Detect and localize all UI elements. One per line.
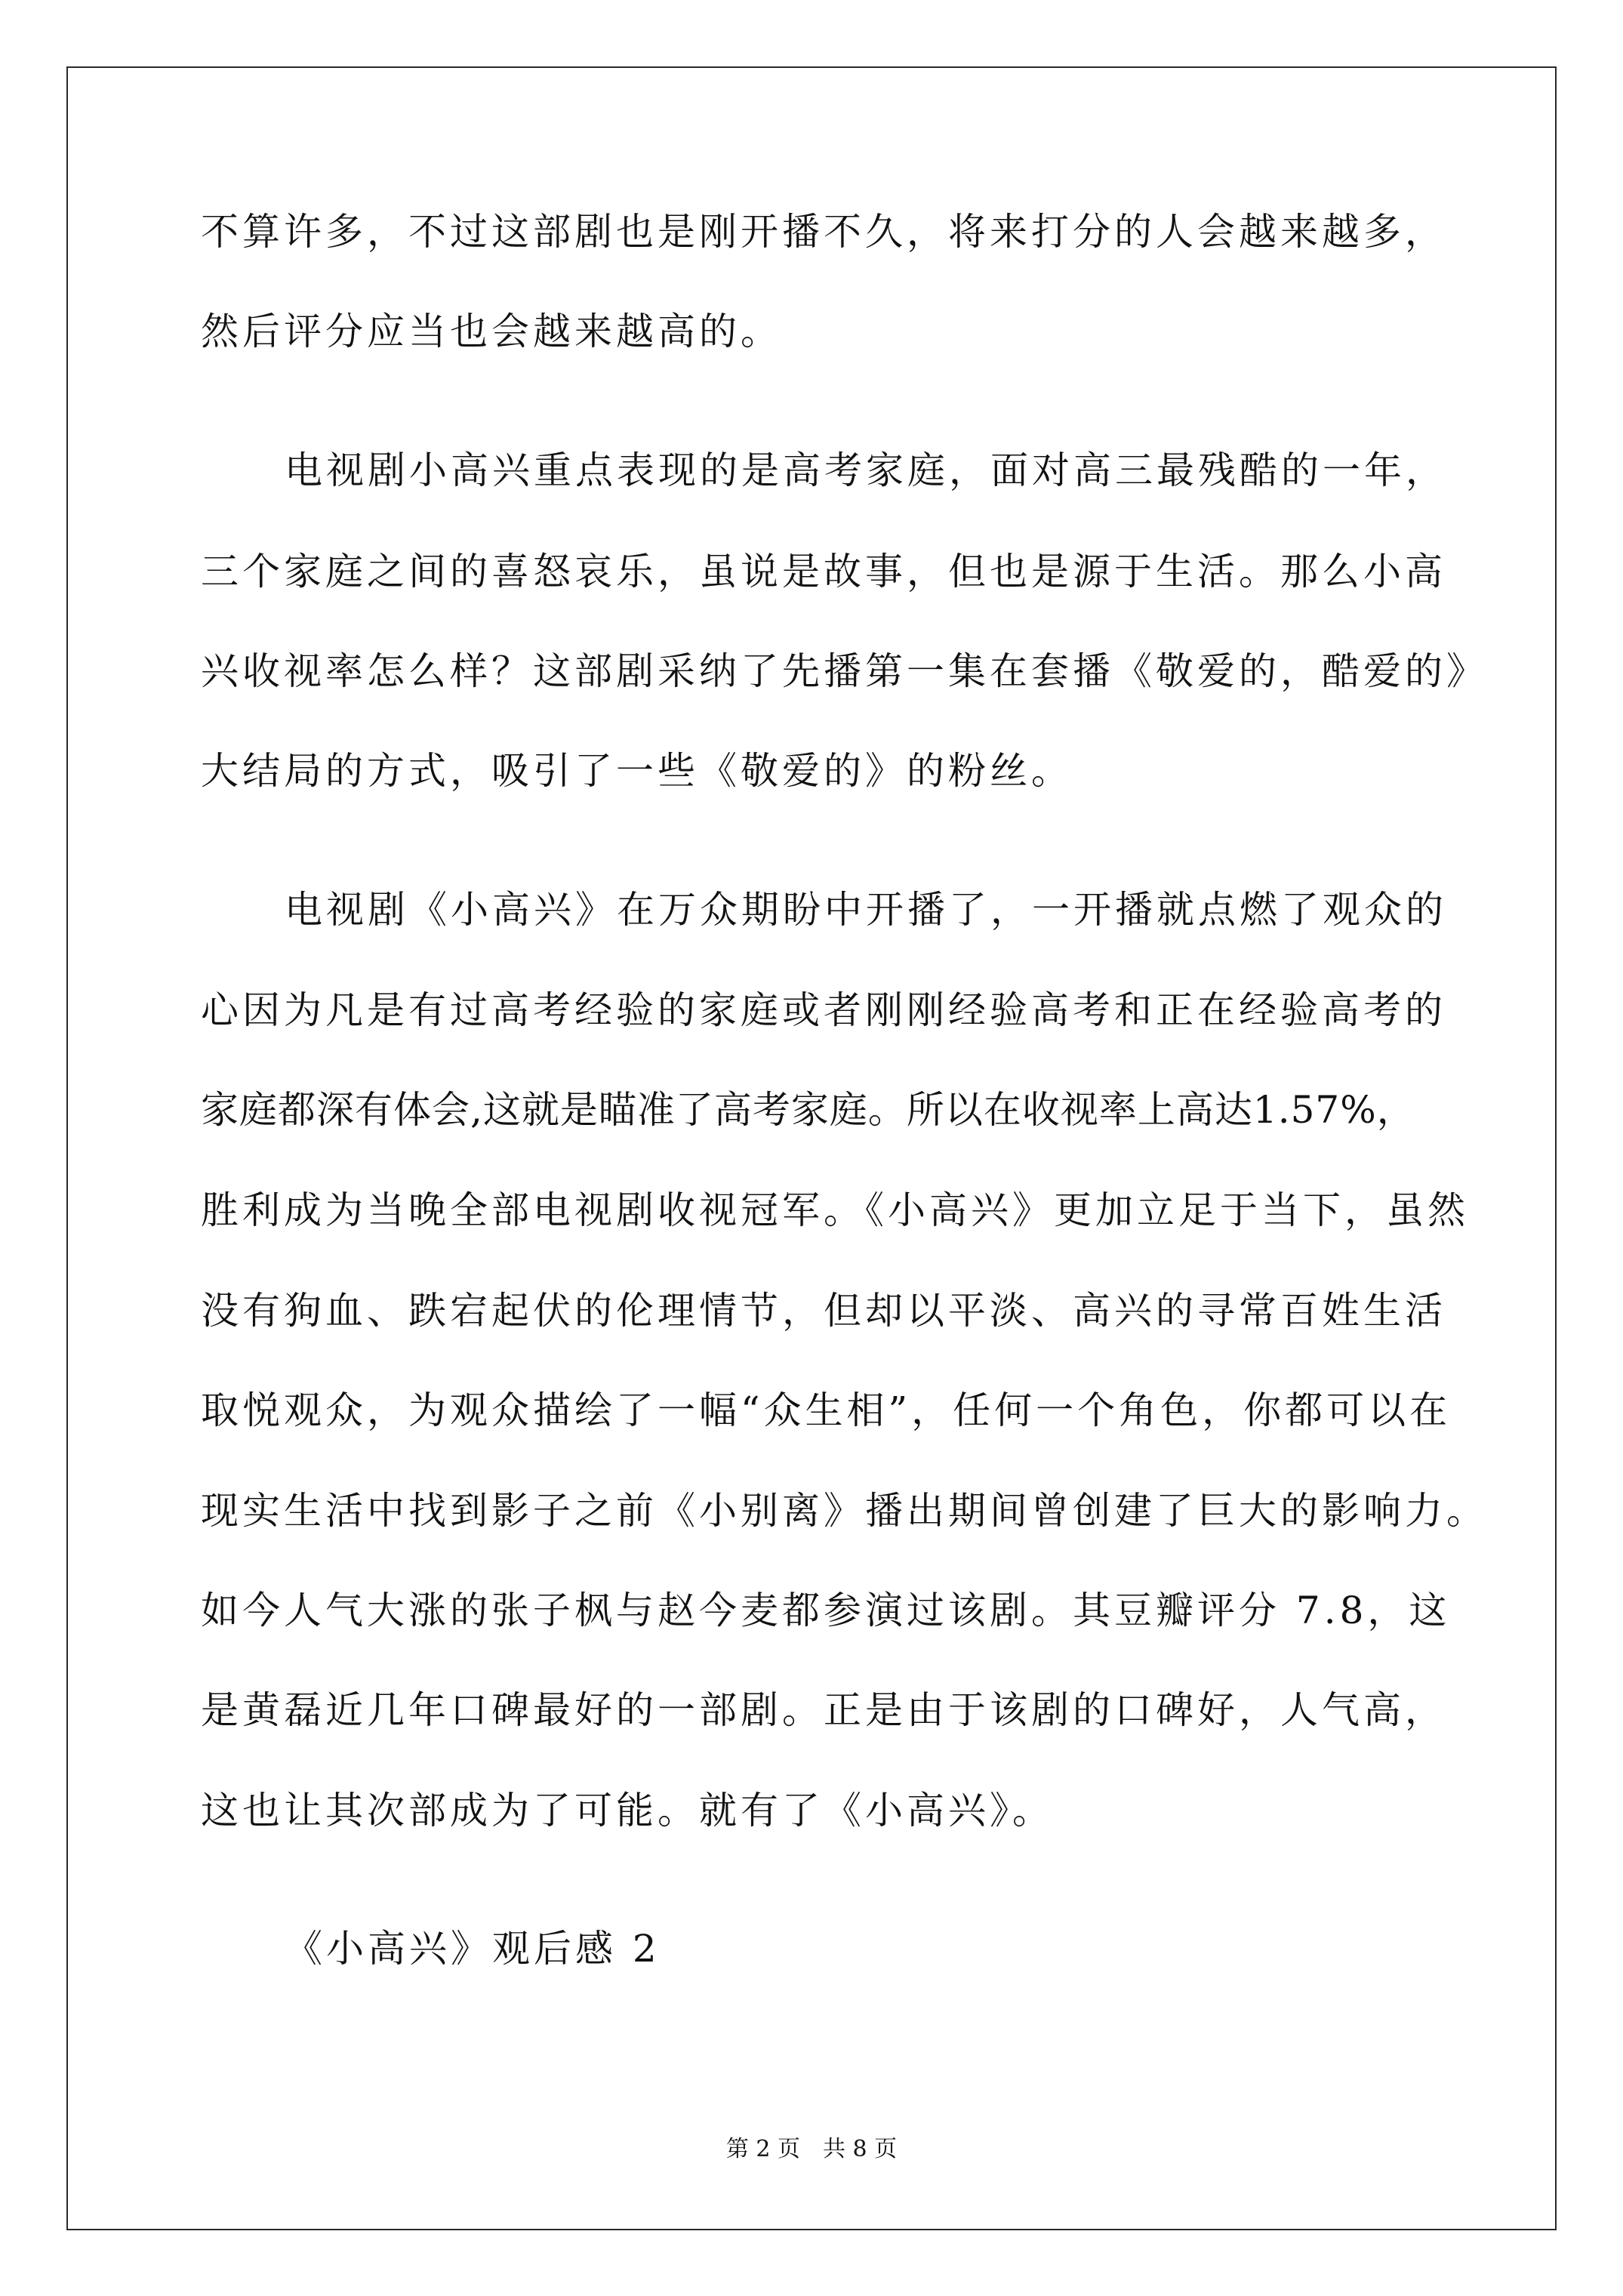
text-line: 三个家庭之间的喜怒哀乐，虽说是故事，但也是源于生活。那么小高: [201, 550, 1446, 593]
text-line: 没有狗血、跌宕起伏的伦理情节，但却以平淡、高兴的寻常百姓生活: [201, 1289, 1446, 1333]
text-line: 不算许多，不过这部剧也是刚开播不久，将来打分的人会越来越多，: [201, 210, 1446, 254]
text-line: 电视剧《小高兴》在万众期盼中开播了，一开播就点燃了观众的: [285, 888, 1447, 932]
text-line: 电视剧小高兴重点表现的是高考家庭，面对高三最残酷的一年，: [285, 448, 1447, 492]
text-line: 大结局的方式，吸引了一些《敬爱的》的粉丝。: [201, 749, 1073, 793]
page-number-footer: 第 2 页 共 8 页: [725, 2136, 898, 2162]
text-line: 胜利成为当晚全部电视剧收视冠军。《小高兴》更加立足于当下，虽然: [201, 1188, 1469, 1232]
page-border: [66, 66, 1557, 2230]
text-line: 心因为凡是有过高考经验的家庭或者刚刚经验高考和正在经验高考的: [201, 988, 1446, 1032]
text-line: 兴收视率怎么样？这部剧采纳了先播第一集在套播《敬爱的，酷爱的》: [201, 649, 1488, 693]
text-line: 这也让其次部成为了可能。就有了《小高兴》。: [201, 1789, 1054, 1832]
text-line: 然后评分应当也会越来越高的。: [201, 310, 782, 353]
text-line: 取悦观众，为观众描绘了一幅“众生相”，任何一个角色，你都可以在: [201, 1388, 1452, 1432]
text-line: 现实生活中找到影子之前《小别离》播出期间曾创建了巨大的影响力。: [201, 1489, 1488, 1533]
text-line: 如今人气大涨的张子枫与赵今麦都参演过该剧。其豆瓣评分 7.8，这: [201, 1589, 1451, 1632]
section-heading: 《小高兴》观后感 2: [285, 1927, 661, 1971]
text-line: 家庭都深有体会,这就是瞄准了高考家庭。所以在收视率上高达1.57%，: [201, 1088, 1415, 1132]
text-line: 是黄磊近几年口碑最好的一部剧。正是由于该剧的口碑好，人气高，: [201, 1688, 1446, 1732]
